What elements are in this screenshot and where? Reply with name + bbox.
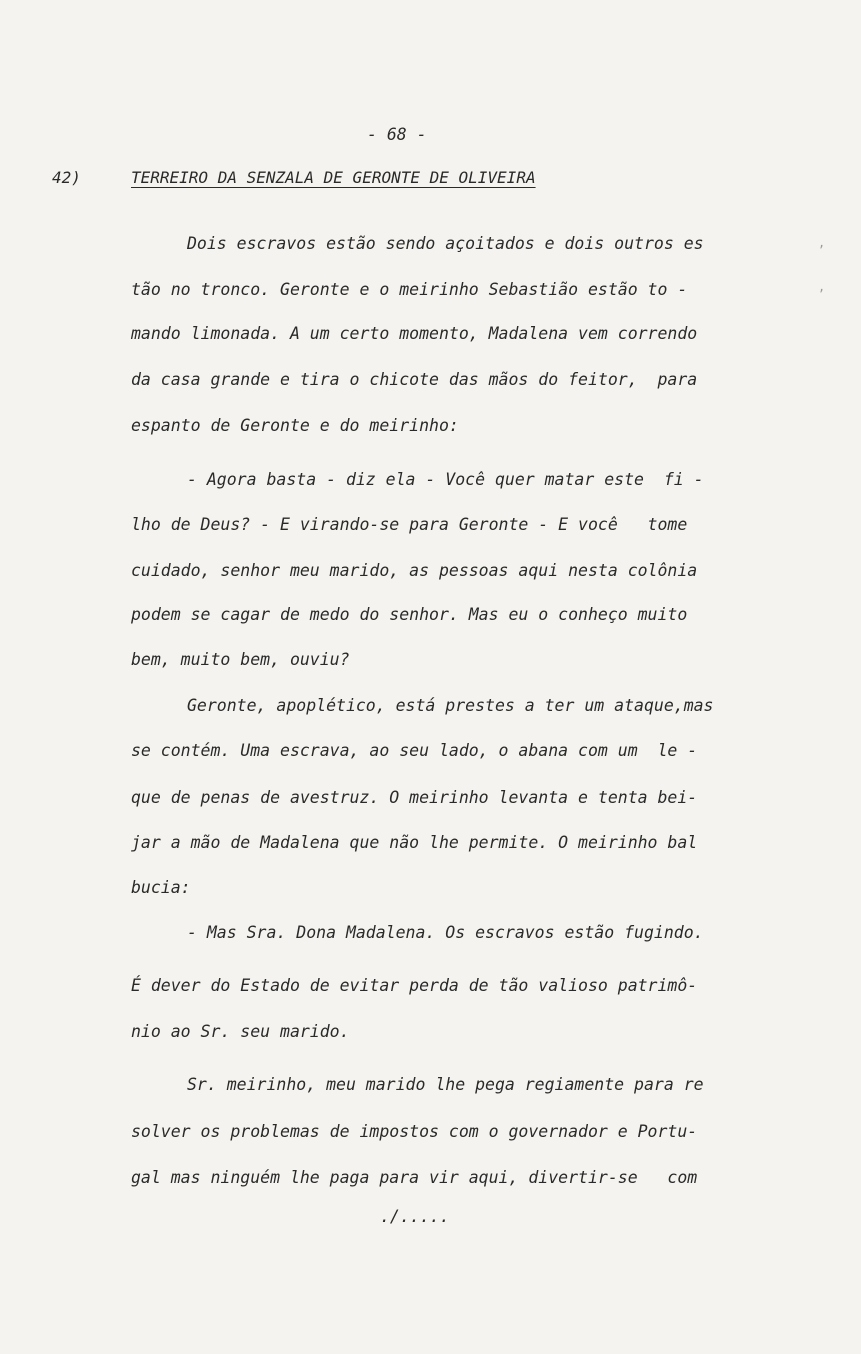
margin-speck: , <box>818 236 826 250</box>
text-line: tão no tronco. Geronte e o meirinho Sebastião estão to - <box>131 280 688 299</box>
margin-speck: , <box>818 280 826 294</box>
text-line: bem, muito bem, ouviu? <box>131 650 350 669</box>
text-line: que de penas de avestruz. O meirinho levanta e tenta bei- <box>131 788 698 807</box>
scene-heading: TERREIRO DA SENZALA DE GERONTE DE OLIVEIRA <box>131 168 536 187</box>
text-line: da casa grande e tira o chicote das mãos do feitor, para <box>131 370 698 389</box>
text-line: lho de Deus? - E virando-se para Geronte - E você tome <box>131 515 688 534</box>
continuation-mark: ./..... <box>380 1207 450 1226</box>
page-number: - 68 - <box>367 125 427 144</box>
text-line: mando limonada. A um certo momento, Madalena vem correndo <box>131 324 698 343</box>
text-line: Dois escravos estão sendo açoitados e dois outros es <box>187 234 704 253</box>
text-line: - Mas Sra. Dona Madalena. Os escravos estão fugindo. <box>187 923 704 942</box>
text-line: se contém. Uma escrava, ao seu lado, o abana com um le - <box>131 741 698 760</box>
text-line: jar a mão de Madalena que não lhe permite. O meirinho bal <box>131 833 698 852</box>
text-line: podem se cagar de medo do senhor. Mas eu o conheço muito <box>131 605 688 624</box>
text-line: solver os problemas de impostos com o governador e Portu- <box>131 1122 698 1141</box>
text-line: nio ao Sr. seu marido. <box>131 1022 350 1041</box>
text-line: É dever do Estado de evitar perda de tão valioso patrimô- <box>131 976 698 995</box>
scene-number: 42) <box>52 168 81 187</box>
text-line: Sr. meirinho, meu marido lhe pega regiamente para re <box>187 1075 704 1094</box>
text-line: Geronte, apoplético, está prestes a ter um ataque,mas <box>187 696 714 715</box>
text-line: - Agora basta - diz ela - Você quer matar este fi - <box>187 470 704 489</box>
text-line: cuidado, senhor meu marido, as pessoas aqui nesta colônia <box>131 561 698 580</box>
text-line: espanto de Geronte e do meirinho: <box>131 416 459 435</box>
text-line: gal mas ninguém lhe paga para vir aqui, divertir-se com <box>131 1168 698 1187</box>
text-line: bucia: <box>131 878 191 897</box>
